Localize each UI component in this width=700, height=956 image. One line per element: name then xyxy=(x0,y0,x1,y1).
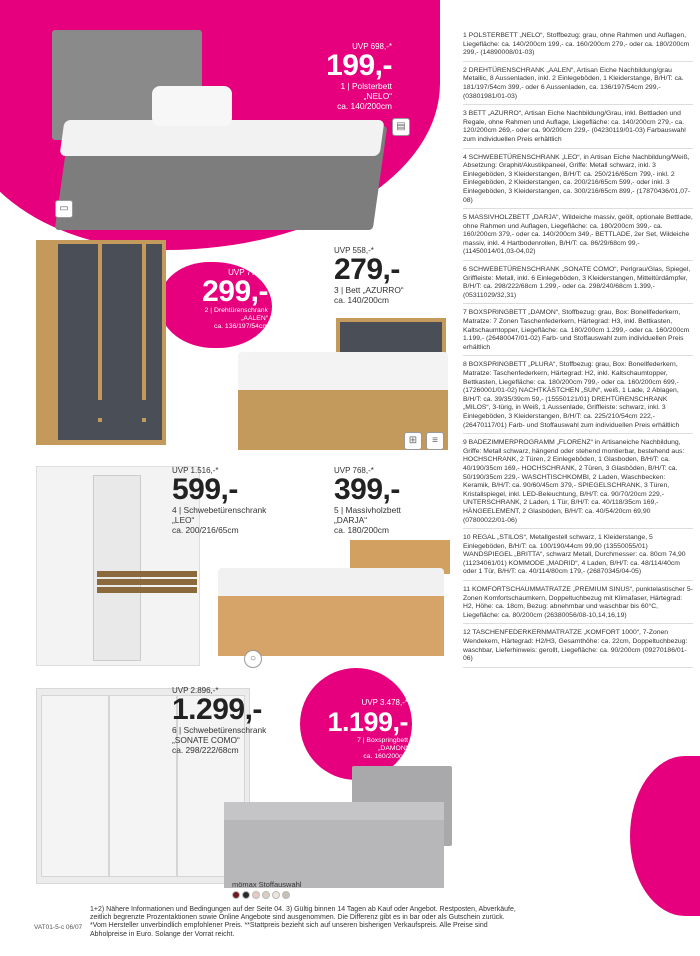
bed-mattress xyxy=(238,352,448,392)
description-item: 5 MASSIVHOLZBETT „DARJA“, Wildeiche massiv, geölt, optionale Bettlade, ohne Rahmen und Auflagen, Liegefläche: ca. 180/200cm 399,- ca. 160/200cm 379,- oder ca. 140/200cm 349,- BETTLADE, 2er Set, Wildeiche massiv, inkl. 4 Hartbodenrollen, B/H/T: ca. 86/29/68cm 99,- (11450014/01,03-04,02) xyxy=(463,212,693,261)
fabric-swatch xyxy=(252,891,260,899)
footer-line: 1+2) Nähere Informationen und Bedingungen auf der Seite 04. 3) Gültig binnen 14 Tagen ab Kauf oder Angebot. Restposten, Abverkäufe, xyxy=(90,906,516,913)
uvp-label: UVP 768,-* xyxy=(334,466,374,475)
description-item: 10 REGAL „STILOS“, Metallgestell schwarz, 1 Kleiderstange, 5 Einlegeböden, B/H/T: ca. 100/190/44cm 99,90 (13550055/01) WANDSPIEGEL „BRITTA“, schwarz Metall, Durchmesser: ca. 80cm 74,90 (11234061/01) KOMMODE „MADRID“, 4 Laden, B/H/T: ca. 48/114/40cm oder 1 Tür, B/H/T: ca. 40/114/80cm 179,- (26870345/04-05) xyxy=(463,532,693,581)
product-label: 4 | Schwebetürenschrank xyxy=(172,505,267,515)
product-name: „LEO“ xyxy=(172,515,195,525)
bed-mattress xyxy=(224,802,444,820)
wardrobe-wood-stripe xyxy=(97,571,197,577)
fabric-swatch xyxy=(262,891,270,899)
wardrobe-door xyxy=(102,244,142,424)
product-size: ca. 140/200cm xyxy=(337,101,392,111)
price-block-6 xyxy=(172,686,312,755)
pink-corner-shape xyxy=(630,756,700,916)
price: 1.299,- xyxy=(172,693,262,726)
price-block-3 xyxy=(334,246,454,305)
uvp-label: UVP 2.896,-* xyxy=(172,686,219,695)
wardrobe-door xyxy=(58,244,98,424)
product-name: „NELO“ xyxy=(363,91,392,101)
footer-line: Abholpreise in Euro. Solange der Vorrat reicht. xyxy=(90,930,235,938)
uvp-label: UVP 3.478,-* xyxy=(361,698,408,707)
description-item: 8 BOXSPRINGBETT „PLURA“, Stoffbezug: grau, Box: Bonellfederkern, Matratze: Taschenfederkern, Härtegrad: H2, inkl. Kaltschaumtopper, Bettkasten, Liegefläche: ca. 180/200cm 799,- oder ca. 160/200cm 699,- (17260001/01-02) NACHTKÄSTCHEN „SUN“, weiß, 1 Lade, 2 Ablagen, B/H/T: ca. 39/35/39cm 59,- (15550121/01) DREHTÜRENSCHRANK „MILOS“, 3-türig, in Weiß, 1 Aussenlade, Griffleiste: schwarz, inkl. 3 Einlegeböden, 3 Kleiderstangen, B/H/T: ca. 225/210/54cm 222,- (26470117/01) Farb- und Stoffauswahl zum individuellen Preis erhältlich xyxy=(463,359,693,434)
bed-pillow xyxy=(152,86,232,126)
footer-line: zeitlich begrenzte Prozentaktionen sowie Online Angebote sind ausgenommen. Die Differenz gibt es in bar oder als Gutschein zurück. xyxy=(90,914,505,922)
bed-azurro-image xyxy=(238,318,456,458)
product-size: ca. 140/200cm xyxy=(334,295,389,305)
mirror-icon: ○ xyxy=(244,650,262,668)
price: 399,- xyxy=(334,473,400,506)
product-name: „DAMON“ xyxy=(378,745,408,752)
wardrobe-door xyxy=(146,244,162,424)
description-item: 3 BETT „AZURRO“, Artisan Eiche Nachbildung/Grau, inkl. Bettladen und Regale, ohne Rahmen und Auflage, Liegefläche: ca. 140/200cm 279,- ca. 120/200cm 269,- oder ca. 90/200cm 229,- (04230119/01-03) Farbauswahl zum individuellen Preis erhältlich xyxy=(463,108,693,148)
description-item: 9 BADEZIMMERPROGRAMM „FLORENZ“ in Artisaneiche Nachbildung, Griffe: Metall schwarz, hängend oder stehend montierbar, bestehend aus: HOCHSCHRANK, 2 Türen, 2 Einlegeböden, 1 Glasboden, B/H/T: ca. 40/190/35cm 169,- HOCHSCHRANK, 2 Türen, 3 Glasböden, B/H/T: ca. 50/190/35cm 229,- WASCHTISCHKOMBI, 2 Laden, Waschbecken: Keramik, B/H/T: ca. 90/60/45cm 379,- SPIEGELSCHRANK, 3 Türen, Kristallspiegel, inkl. LED-Beleuchtung, B/H/T: ca. 90/70/20cm 229,- UNTERSCHRANK, 2 Laden, 1 Tür, B/H/T: ca. 40/118/35cm 169,- HÄNGEELEMENT, 2 Glasböden, B/H/T: ca. 40/54/20cm 69,90 (07800022/01-06) xyxy=(463,437,693,529)
price-block-1 xyxy=(292,42,392,111)
wardrobe-panel xyxy=(109,695,177,877)
fabric-swatches xyxy=(232,891,290,899)
product-size: ca. 298/222/68cm xyxy=(172,745,239,755)
shelf-icon: ≡ xyxy=(426,432,444,450)
wardrobe-mirror xyxy=(93,475,141,661)
fabric-swatch xyxy=(232,891,240,899)
product-name: „AALEN“ xyxy=(241,315,268,322)
wardrobe-wood-stripe xyxy=(97,587,197,593)
product-size: ca. 180/200cm xyxy=(334,525,389,535)
uvp-label: UVP 1.516,-* xyxy=(172,466,219,475)
price: 199,- xyxy=(326,49,392,82)
wardrobe-drawer xyxy=(58,422,162,440)
fabric-swatch xyxy=(242,891,250,899)
description-item: 7 BOXSPRINGBETT „DAMON“, Stoffbezug: grau, Box: Bonellfederkern, Matratze: 7 Zonen Taschenfederkern, Härtegrad: H3, inkl. Bettkasten, Kaltschaumtopper, Liegefläche: ca. 180/200cm 1.299,- oder ca. 160/200cm 1.199,- (26480047/01-02) Farb- und Stoffauswahl zum individuellen Preis erhältlich xyxy=(463,307,693,356)
product-label: 2 | Drehtürenschrank xyxy=(204,307,268,314)
wardrobe-aalen-image xyxy=(36,240,166,445)
wardrobe-panel xyxy=(41,695,109,877)
footer-notes xyxy=(90,906,650,939)
product-name: „SONATE COMO“ xyxy=(172,735,240,745)
uvp-label: UVP 698,-* xyxy=(352,42,392,51)
product-size: ca. 200/216/65cm xyxy=(172,525,239,535)
description-item: 6 SCHWEBETÜRENSCHRANK „SONATE COMO“, Perlgrau/Glas, Spiegel, Griffleiste: Metall, inkl. 6 Einlegeböden, 3 Kleiderstangen, Mitteltürdämpfer, B/H/T: ca. 298/222/68cm 1.299,- oder ca. 298/240/68cm 1.399,- (05311029/32,31) xyxy=(463,264,693,304)
product-label: 7 | Boxspringbett xyxy=(357,737,408,744)
fabric-swatch xyxy=(272,891,280,899)
fabric-swatch xyxy=(282,891,290,899)
product-label: 1 | Polsterbett xyxy=(340,81,392,91)
price-block-2 xyxy=(164,268,268,331)
product-size: ca. 136/197/54cm xyxy=(213,323,268,330)
wardrobe-drawer xyxy=(58,400,162,418)
price-block-5 xyxy=(334,466,454,535)
product-descriptions xyxy=(463,30,693,671)
price-block-4 xyxy=(172,466,302,535)
bed-icon: ▭ xyxy=(55,200,73,218)
product-size: ca. 160/200cm xyxy=(363,753,408,760)
price: 1.199,- xyxy=(327,707,408,737)
description-item: 12 TASCHENFEDERKERNMATRATZE „KOMFORT 1000“, 7-Zonen Wendekern, Härtegrad: H2/H3, Gesamthöhe: ca. 22cm, Doppeltuchbezug: waschbar, Lieferhinweis: gerollt, Liegefläche: ca. 90/200cm (09270186/01-06) xyxy=(463,627,693,667)
page-code: VAT01-5-c 06/07 xyxy=(34,924,83,931)
price: 599,- xyxy=(172,473,238,506)
product-label: 6 | Schwebetürenschrank xyxy=(172,725,267,735)
product-label: 5 | Massivholzbett xyxy=(334,505,401,515)
footer-line: *Vom Hersteller unverbindlich empfohlener Preis. **Stattpreis bezieht sich auf unseren bisherigen Verkaufspreis. Alle Preise sind xyxy=(90,922,488,930)
uvp-label: UVP 558,-* xyxy=(334,246,374,255)
price: 279,- xyxy=(334,253,400,286)
storage-icon: ⊞ xyxy=(404,432,422,450)
bed-mattress xyxy=(218,568,444,598)
wardrobe-wood-stripe xyxy=(97,579,197,585)
product-name: „DARJA“ xyxy=(334,515,368,525)
price: 299,- xyxy=(202,275,268,308)
fabric-selection-label: mömax Stoffauswahl xyxy=(232,880,302,889)
boxspring-damon-image xyxy=(224,766,452,888)
description-item: 4 SCHWEBETÜRENSCHRANK „LEO“, in Artisan Eiche Nachbildung/Weiß, Absetzung: Graphit/Akustikpaneel, Griffe: Metall schwarz, inkl. 3 Einlegeböden, 3 Kleiderstangen, B/H/T: ca. 250/216/65cm 799,- inkl. 2 Einlegeböden, 2 Kleiderstangen, ca. 200/216/65cm 599,- oder inkl. 3 Einlegeböden, 3 Kleiderstangen, ca. 300/216/65cm 899,- (17870436/01,07-08) xyxy=(463,152,693,210)
size-icon: ▤ xyxy=(392,118,410,136)
description-item: 1 POLSTERBETT „NELO“, Stoffbezug: grau, ohne Rahmen und Auflagen, Liegefläche: ca. 140/200cm 199,- ca. 160/200cm 279,- oder ca. 180/200cm 299,- (14890008/01-03) xyxy=(463,30,693,62)
description-item: 2 DREHTÜRENSCHRANK „AALEN“, Artisan Eiche Nachbildung/grau Metallic, 8 Aussenladen, inkl. 2 Einlegeböden, 1 Kleiderstange, B/H/T: ca. 181/197/54cm 399,- oder 6 Aussenladen, ca. 136/197/54cm 299,- (03801981/01-03) xyxy=(463,65,693,105)
product-label: 3 | Bett „AZURRO“ xyxy=(334,285,404,295)
description-item: 11 KOMFORTSCHAUMMATRATZE „PREMIUM SINUS“, punktelastischer 5-Zonen Komfortschaumkern, Doppeltuchbezug mit Klimafaser, Härtegrad: H2, Höhe: ca. 18cm, Bezug: abnehmbar und waschbar bis 60°C, Liegefläche: ca. 80/200cm (26380056/08-10,14,16,19) xyxy=(463,584,693,624)
price-block-7 xyxy=(300,698,408,761)
uvp-label: UVP 775,-* xyxy=(228,268,268,277)
bed-base xyxy=(218,596,444,656)
